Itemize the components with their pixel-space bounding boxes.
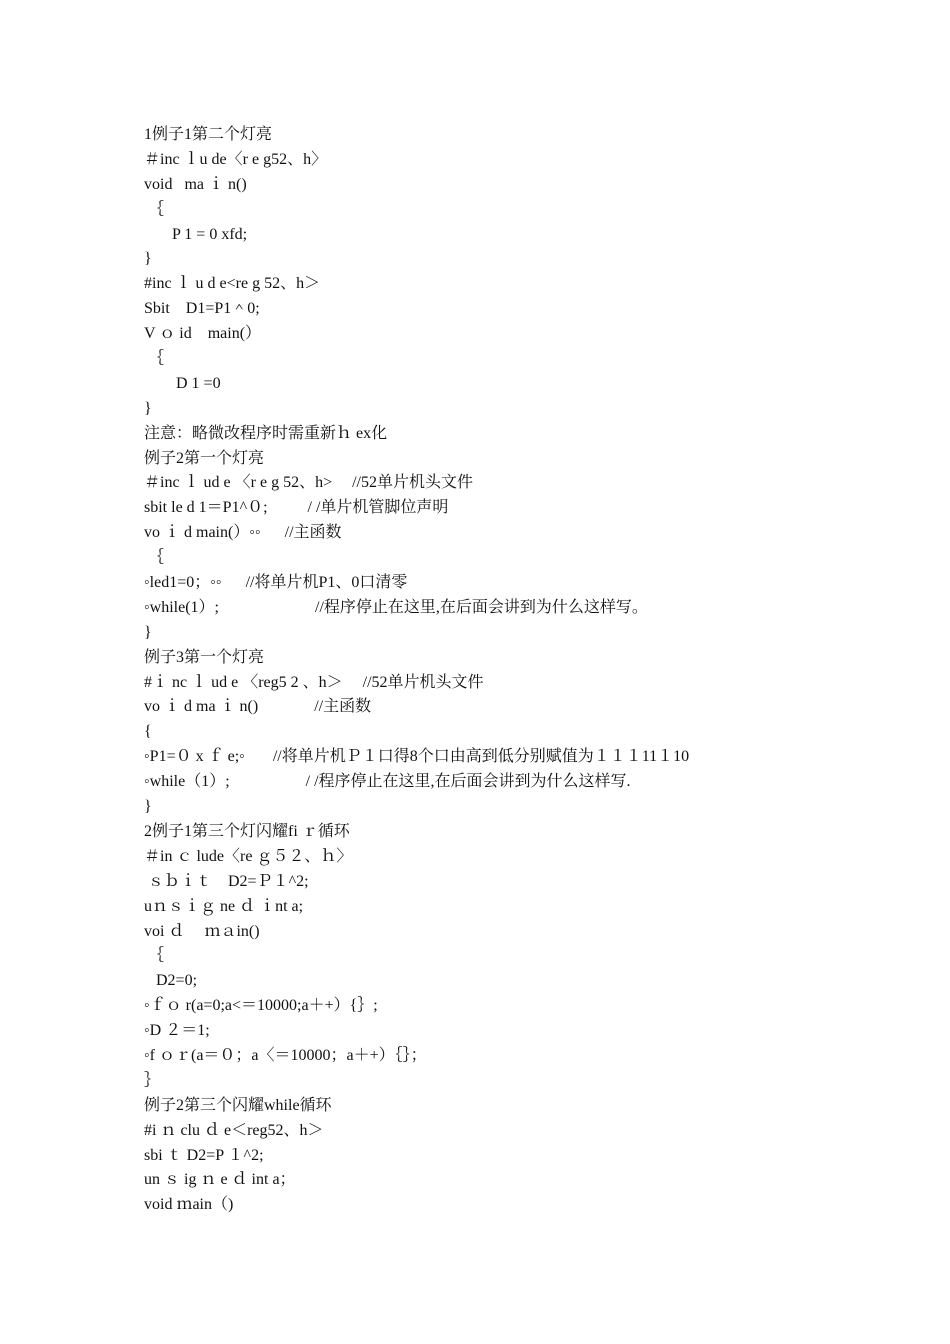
text-line: 例子3第一个灯亮 [144,648,265,666]
text-line: ◦D ２＝1; [144,1022,210,1040]
text-line: ｝ [144,1071,161,1089]
text-line: sbi ｔ D2=P １^2; [144,1146,264,1164]
text-line: Sbit D1=P1＾0; [144,300,260,318]
text-line: } [144,250,152,268]
text-line: ｛ [144,350,165,368]
text-line: ＃inc ｌ ud e 〈r e g 52、h> //52单片机头文件 [144,474,473,492]
text-line: ＃inc ｌu de〈r e g52、h〉 [144,150,328,168]
text-line: 例子2第一个灯亮 [144,449,265,467]
text-line: ◦ｆｏ r(a=0;a<＝10000;a＋+）{｝; [144,997,378,1015]
text-line: P 1 = 0 xfd; [144,225,248,243]
text-line: ｛ [144,947,165,965]
text-line: D 1 =0 [144,374,221,392]
text-line: ＃in ｃ lude〈re ｇ５２、ｈ〉 [144,847,353,865]
text-line: 例子2第三个闪耀while循环 [144,1096,332,1114]
text-line: un ｓ ig ｎ e ｄ int a； [144,1171,296,1189]
text-line: #i ｎ clu ｄ e＜reg52、h＞ [144,1121,324,1139]
text-line: } [144,798,152,816]
text-line: V ｏ id main(） [144,325,262,343]
text-line: } [144,399,152,417]
text-line: ｛ [144,549,165,567]
text-line: void ma ｉ n() [144,175,247,193]
text-line: D2=0; [144,972,198,990]
text-line: voi ｄ ｍａin() [144,922,260,940]
text-line: { [144,723,152,741]
text-line: ｓｂｉｔ D2=Ｐ１^2; [144,872,309,890]
text-line: vo ｉ d ma ｉ n() //主函数 [144,698,372,716]
text-line: 2例子1第三个灯闪耀fi ｒ循环 [144,822,350,840]
text-line: } [144,623,152,641]
text-line: ◦led1=0；◦◦ //将单片机P1、0口清零 [144,574,408,592]
text-line: vo ｉ d main(）◦◦ //主函数 [144,524,342,542]
text-line: #ｉ nc ｌ ud e 〈reg5 2 、h＞ //52单片机头文件 [144,673,484,691]
text-line: ｛ [144,200,165,218]
text-line: 1例子1第二个灯亮 [144,126,273,143]
text-line: ◦f ｏｒ(a＝０；a〈＝10000；a＋+）｛｝； [144,1046,427,1064]
text-line: uｎｓｉｇ ne ｄ ｉnt a; [144,897,304,915]
text-line: sbit le d 1＝P1^０; / /单片机管脚位声明 [144,499,449,517]
text-line: void ｍain（) [144,1196,234,1214]
document-body [144,123,924,1218]
text-line: ◦while（1）; / /程序停止在这里,在后面会讲到为什么这样写. [144,773,631,791]
text-line: ◦while(1）; //程序停止在这里,在后面会讲到为什么这样写。 [144,598,648,616]
text-line: 注意：略微改程序时需重新ｈ ex化 [144,424,388,442]
text-line: #inc ｌ u d e<re g 52、h＞ [144,275,321,293]
text-line: ◦P1=０ x ｆ e;◦ //将单片机Ｐ１口得8个口由高到低分别赋值为１１１11１10 [144,748,690,766]
